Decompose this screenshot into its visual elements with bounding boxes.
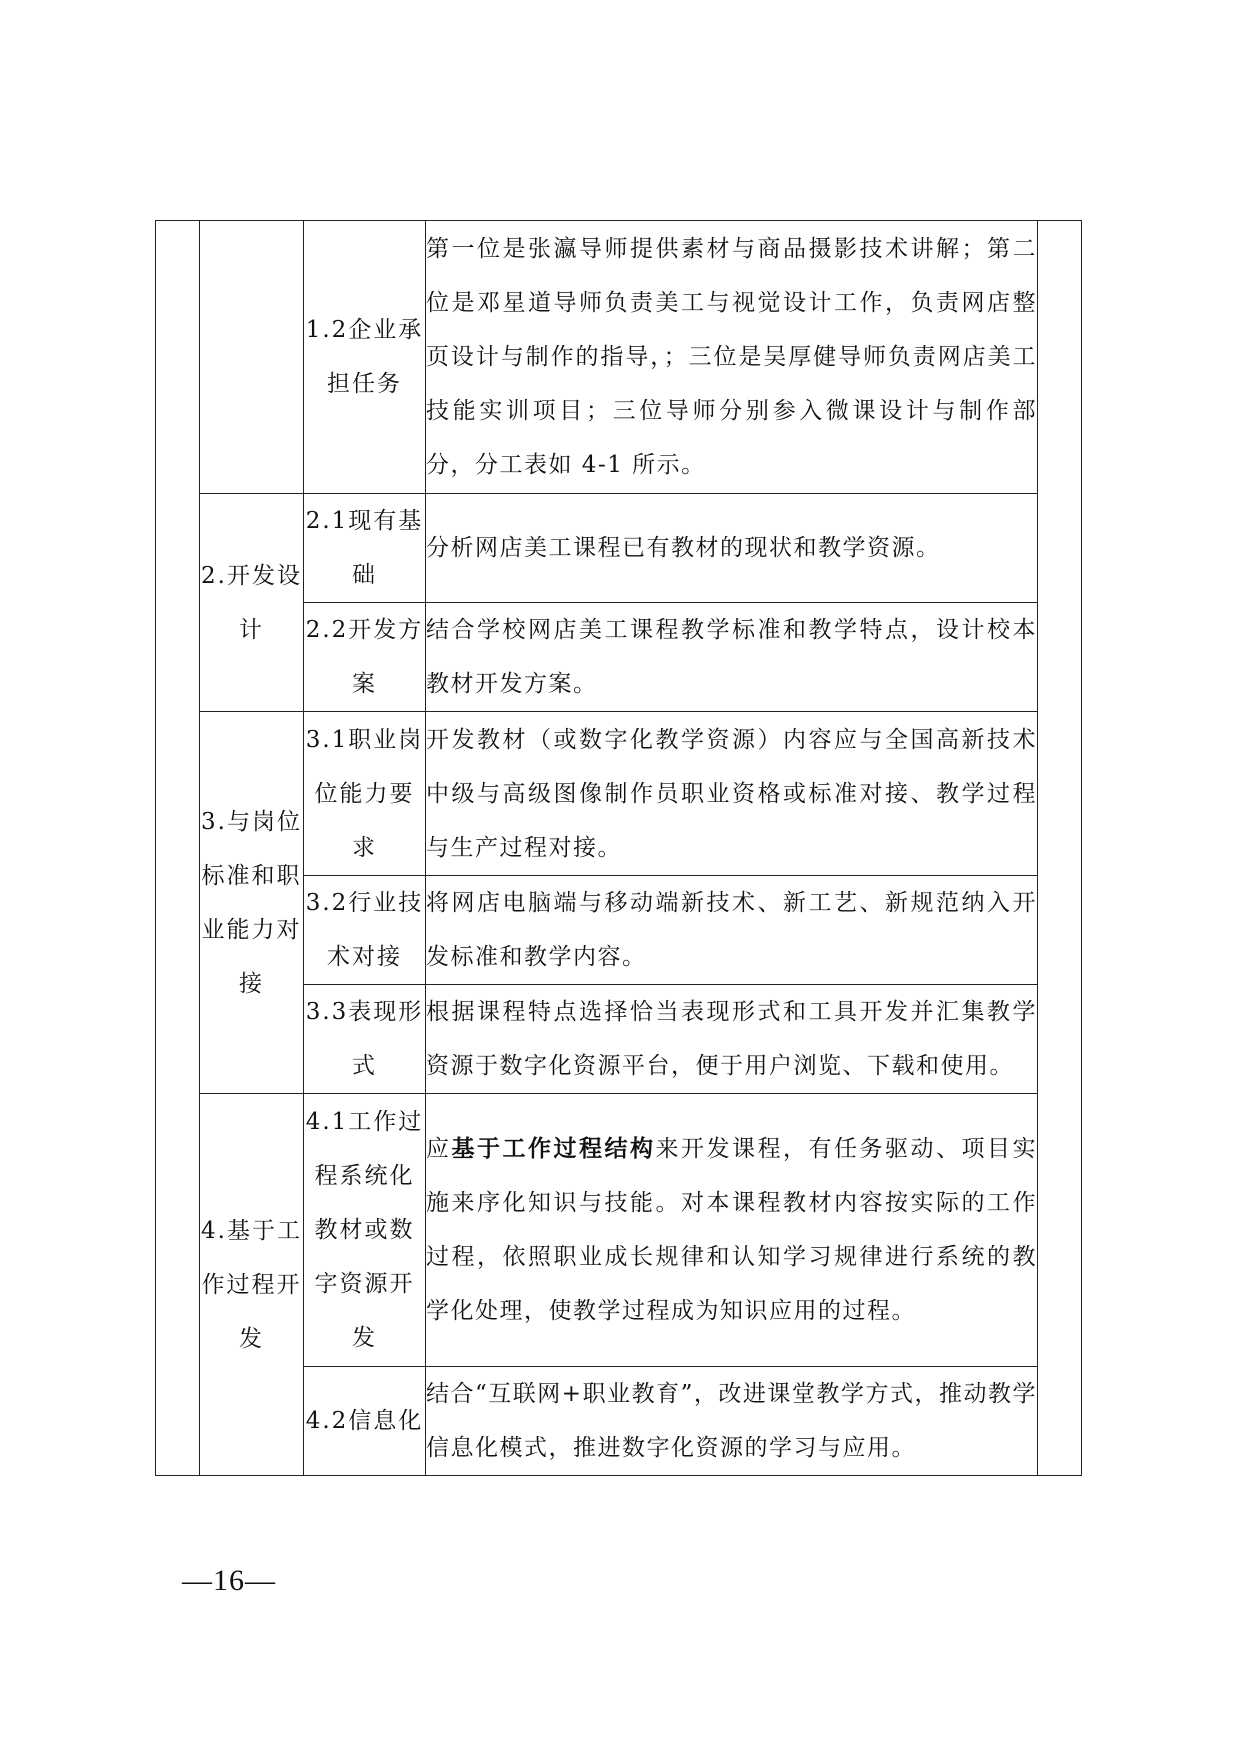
subcategory-code: 3.1 [305,726,349,753]
subcategory-label: 行业技术对接 [327,890,424,970]
description-cell: 结合学校网店美工课程教学标准和教学特点，设计校本教材开发方案。 [426,603,1038,712]
description-bold-text: 基于工作过程结构 [451,1135,656,1162]
category-cell: 2.开发设计 [200,494,304,712]
category-cell-empty [200,221,304,494]
category-cell: 3.与岗位标准和职业能力对接 [200,712,304,1094]
content-table [155,220,1082,1476]
subcategory-label: 信息化 [348,1408,424,1434]
description-cell: 分析网店美工课程已有教材的现状和教学资源。 [426,494,1038,603]
description-text: 来开发课程，有任务驱动、项目实施来序化知识与技能。对本课程教材内容按实际的工作过程，依照职业成长规律和认知学习规律进行系统的教学化处理，使教学过程成为知识应用的过程。 [426,1136,1037,1324]
subcategory-cell [304,712,426,876]
subcategory-cell [304,985,426,1094]
subcategory-label: 现有基础 [348,508,424,588]
description-cell: 将网店电脑端与移动端新技术、新工艺、新规范纳入开发标准和教学内容。 [426,876,1038,985]
subcategory-code: 4.1 [305,1109,349,1135]
description-cell: 第一位是张瀛导师提供素材与商品摄影技术讲解；第二位是邓星道导师负责美工与视觉设计工作，负责网店整页设计与制作的指导，；三位是吴厚健导师负责网店美工技能实训项目；三位导师分别参入微课设计与制作部分，分工表如 4-1 所示。 [426,221,1038,494]
description-cell: 根据课程特点选择恰当表现形式和工具开发并汇集教学资源于数字化资源平台，便于用户浏览、下载和使用。 [426,985,1038,1094]
subcategory-label: 职业岗位能力要求 [314,726,424,861]
subcategory-code: 2.1 [305,508,349,534]
subcategory-label: 工作过程系统化教材或数字资源开发 [314,1109,424,1351]
category-cell: 4.基于工作过程开发 [200,1094,304,1476]
subcategory-cell [304,876,426,985]
subcategory-label: 开发方案 [348,617,424,697]
subcategory-code: 2.2 [305,617,349,643]
description-cell: 开发教材（或数字化教学资源）内容应与全国高新技术中级与高级图像制作员职业资格或标准对接、教学过程与生产过程对接。 [426,712,1038,876]
subcategory-code: 3.2 [305,890,349,916]
subcategory-label: 表现形式 [348,999,424,1079]
page-number: —16— [182,1564,276,1597]
description-cell [426,1094,1038,1367]
table-row [156,712,1082,876]
subcategory-cell [304,603,426,712]
left-margin-cell [156,221,200,1476]
subcategory-cell [304,494,426,603]
subcategory-cell [304,1367,426,1476]
subcategory-cell [304,1094,426,1367]
subcategory-label: 1.2企业承担任务 [305,317,424,397]
table-row [156,221,1082,494]
subcategory-code: 3.3 [305,999,349,1025]
table-row [156,494,1082,603]
subcategory-cell [304,221,426,494]
description-text: 应 [426,1136,452,1162]
subcategory-code: 4.2 [305,1408,349,1434]
table-row [156,1094,1082,1367]
right-margin-cell [1038,221,1082,1476]
description-cell: 结合“互联网+职业教育”，改进课堂教学方式，推动教学信息化模式，推进数字化资源的学习与应用。 [426,1367,1038,1476]
